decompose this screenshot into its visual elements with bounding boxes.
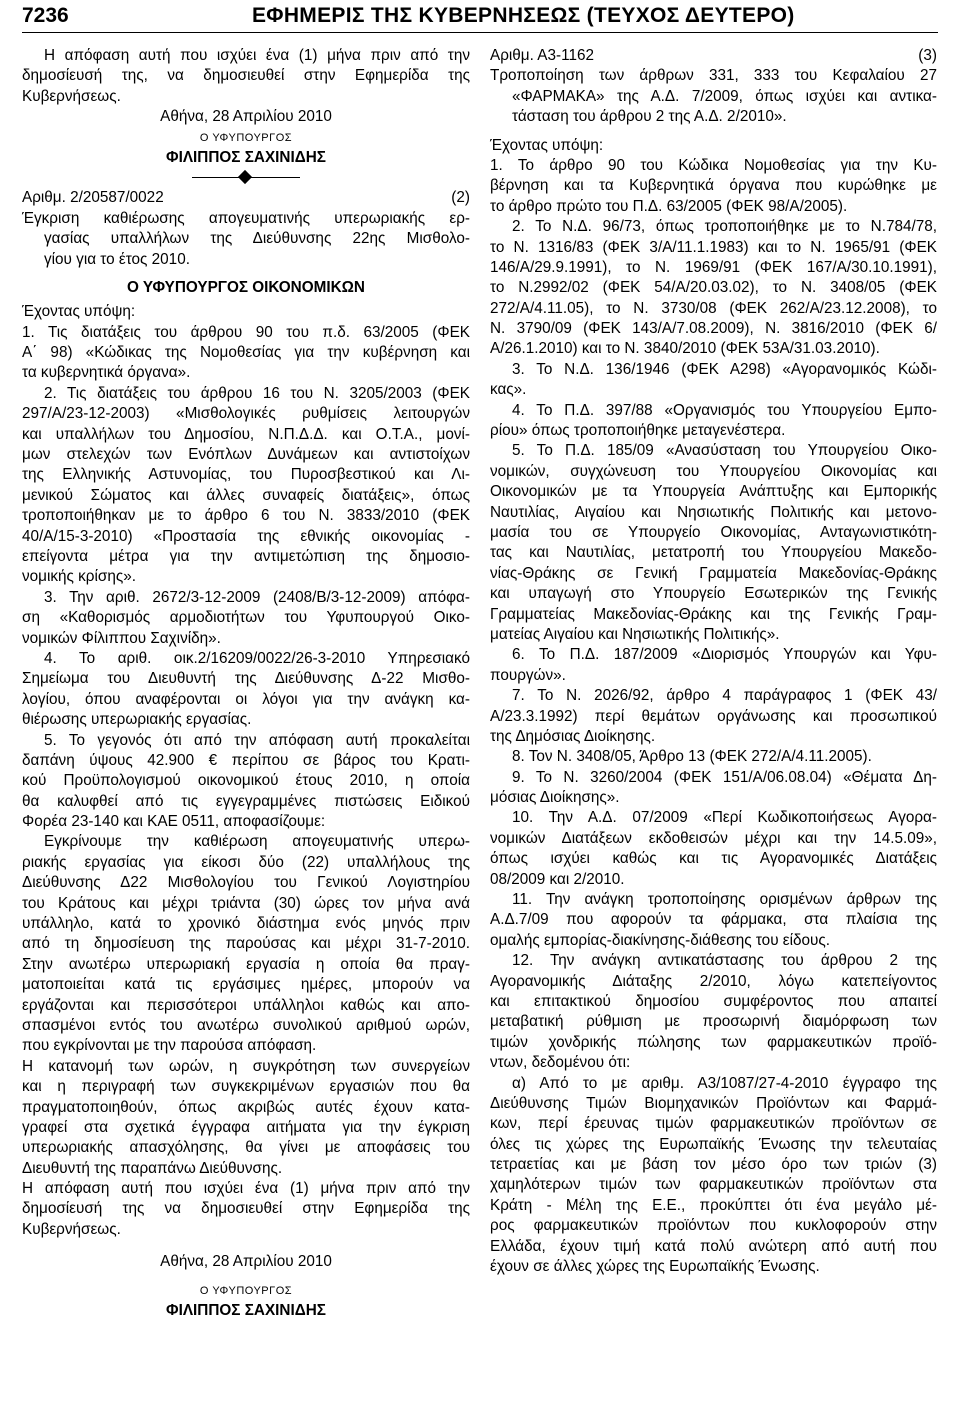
decision-heading (490, 46, 937, 66)
text-line: ντων, δεδομένου ότι: (490, 1054, 631, 1072)
text-line: νομικής κρίσης». (22, 568, 136, 586)
section-divider (22, 168, 470, 188)
text-line: τροποποιήθηκαν με το άρθρο 6 του Ν. 3833/2010 (ΦΕΚ (22, 507, 470, 525)
text-line: τας και Ναυτιλίας, μετατροπή του Υπουργείου Μακεδο- (490, 544, 937, 562)
right-body (490, 156, 937, 1277)
text-line: 1. Τις διατάξεις του άρθρου 90 του π.δ. 63/2005 (ΦΕΚ (22, 323, 470, 341)
text-line: νομικών, συγχώνευση του Υπουργείου Οικονομίας και (490, 462, 937, 480)
signature-role: Ο ΥΦΥΠΟΥΡΓΟΣ (199, 1284, 293, 1297)
text-line: 6. Το Π.Δ. 187/2009 «Διορισμός Υπουργών και Υφυ- (512, 646, 937, 664)
text-line: Η απόφαση αυτή που ισχύει ένα (1) μήνα πριν από την (44, 47, 470, 64)
text-line: νίας-Θράκης σε Γενική Γραμματεία Μακεδονίας-Θράκης (490, 564, 937, 582)
text-line: Α.Δ.7/09 που αφορούν τα φάρμακα, στα πλαίσια της (490, 911, 937, 929)
text-line: όλες τις χώρες της Ευρωπαϊκής Ένωσης την τελευταίας (490, 1135, 937, 1153)
text-line: 9. Το Ν. 3260/2004 (ΦΕΚ 151/Α/06.08.04) «Θέματα Δη- (512, 768, 937, 786)
text-line: και υπαγωγή στο Υπουργείο Εσωτερικών της Γενικής (490, 585, 937, 603)
signature-name: ΦΙΛΙΠΠΟΣ ΣΑΧΙΝΙΔΗΣ (166, 1302, 326, 1320)
text-line: 297/Α/23-12-2003) «Μισθολογικές ρυθμίσεις λειτουργών (22, 405, 470, 423)
text-line: 2. Το Ν.Δ. 96/73, όπως τροποποιήθηκε με το Ν.784/78, (512, 218, 937, 236)
text-line: της Δημόσιας Διοίκησης. (490, 727, 656, 745)
considering-label: Έχοντας υπόψη: (490, 136, 604, 154)
text-line: 3. Την αριθ. 2672/3-12-2009 (2408/Β/3-12-2009) απόφα- (44, 588, 470, 606)
text-line: από τη δημοσίευση της παρούσας και μέχρι 31-7-2010. (22, 935, 470, 953)
text-line: το Ν. 1316/83 (ΦΕΚ 3/Α/11.1.1983) και το Ν. 1965/91 (ΦΕΚ (490, 238, 937, 256)
text-line: Η απόφαση αυτή που ισχύει ένα (1) μήνα πριν από την (22, 1180, 470, 1198)
text-line: της Ελληνικής Αστυνομίας, του Πυροσβεστικού και Λι- (22, 466, 470, 484)
text-line: το Ν.2992/02 (ΦΕΚ 54/Α/20.03.02), το Ν. 3408/05 (ΦΕΚ (490, 279, 937, 297)
text-line: Εγκρίνουμε την καθιέρωση απογευματινής υπερω- (44, 833, 470, 851)
decision-heading (22, 188, 470, 208)
text-line: επείγοντα μέτρα για την αντιμετώπιση της δημοσιο- (22, 547, 470, 565)
text-line: και επιτακτικού δημοσίου συμφέροντος που απαιτεί (490, 992, 937, 1010)
text-line: α) Από το με αριθμ. Α3/1087/27-4-2010 έγγραφο της (512, 1074, 937, 1092)
text-line: Γραμματείας Μακεδονίας-Θράκης και της Γενικής Γραμ- (490, 605, 937, 623)
text-line: και υπαλλήλων του Δημοσίου, Ν.Π.Δ.Δ. και Ο.Τ.Α., μονί- (22, 425, 470, 443)
text-line: Κυβερνήσεως. (22, 87, 121, 105)
text-line: 5. Το γεγονός ότι από την απόφαση αυτή προκαλείται (44, 731, 470, 749)
text-line: Α/23.3.1992) περί θεμάτων οργάνωσης και προσωπικού (490, 707, 937, 725)
text-line: εργάζονται και περισσότεροι υπάλληλοι καθώς και απο- (22, 996, 470, 1014)
left-column (22, 46, 470, 1321)
text-line: θα καλυφθεί από τις εγγεγραμμένες πιστώσεις Ειδικού (22, 792, 470, 810)
right-column (490, 46, 937, 1277)
authority-heading: Ο ΥΦΥΠΟΥΡΓΟΣ ΟΙΚΟΝΟΜΙΚΩΝ (127, 278, 365, 296)
text-line: μεταβατική ρύθμιση με προσωρινή διαμόρφωση των (490, 1013, 937, 1031)
text-line: 4. Το Π.Δ. 397/88 «Οργανισμός του Υπουργείου Εμπο- (512, 401, 937, 419)
text-line: 2. Τις διατάξεις του άρθρου 16 του Ν. 3205/2003 (ΦΕΚ (44, 384, 470, 402)
text-line: και η περιγραφή των συγκεκριμένων εργασιών που θα (22, 1078, 470, 1096)
text-line: μασία του σε Υπουργείο Οικονομίας, Ανταγωνιστικότη- (490, 523, 937, 541)
decision-title-line: γίου για το έτος 2010. (44, 250, 190, 268)
text-line: 11. Την ανάγκη τροποποίησης ορισμένων άρθρων της (512, 891, 937, 909)
text-line: 4. Το αριθ. οικ.2/16209/0022/26-3-2010 Υπηρεσιακό (44, 649, 470, 667)
text-line: γραφεί στα σχετικά έγγραφα αιτήματα για την έγκριση (22, 1118, 470, 1136)
text-line: δαπάνη ύψους 42.900 € περίπου σε βάρος του Κρατι- (22, 751, 470, 769)
text-line: ριακής εργασίας για είκοσι δύο (22) υπαλλήλους της (22, 853, 470, 871)
text-line: τιμών χονδρικής πώλησης των φαρμακευτικών προϊό- (490, 1033, 937, 1051)
considering-label: Έχοντας υπόψη: (22, 303, 136, 321)
text-line: ση «Καθορισμός αρμοδιοτήτων του Υφυπουργού Οικο- (22, 609, 470, 627)
text-line: ρίου» όπως τροποποιήθηκε μεταγενέστερα. (490, 422, 786, 440)
text-line: Κυβερνήσεως. (22, 1220, 121, 1238)
text-line: βέρνηση και τα Κυβερνητικά όργανα που κυρώθηκε με (490, 177, 937, 195)
signature-place-date: Αθήνα, 28 Απριλίου 2010 (160, 1253, 332, 1271)
decision-title-line: γασίας υπαλλήλων της Διεύθυνσης 22ης Μισθολο- (44, 230, 470, 248)
text-line: 40/Α/15-3-2010) «Προστασία της εθνικής οικονομίας - (22, 527, 470, 545)
text-line: ματείας Αιγαίου και Νησιωτικής Πολιτικής». (490, 625, 780, 643)
text-line: 10. Την Α.Δ. 07/2009 «Περί Κωδικοποιήσεως Αγορα- (512, 809, 937, 827)
text-line: όπως ισχύει καθώς και τις Αγορανομικές Διατάξεις (490, 850, 937, 868)
text-line: 3. Το Ν.Δ. 136/1946 (ΦΕΚ Α298) «Αγορανομικός Κώδι- (512, 360, 937, 378)
decision-title-line: «ΦΑΡΜΑΚΑ» της Α.Δ. 7/2009, όπως ισχύει και αντικα- (512, 87, 937, 105)
text-line: κας». (490, 381, 527, 399)
text-line: υπερωριακής απασχόλησης, θα γίνει με αποφάσεις του (22, 1139, 470, 1157)
text-line: 7. Το Ν. 2026/92, άρθρο 4 παράγραφος 1 (ΦΕΚ 43/ (512, 687, 937, 705)
text-line: Α΄ 98) «Κώδικας της Νομοθεσίας για την κυβέρνηση και (22, 344, 470, 362)
text-line: 8. Τον Ν. 3408/05, Άρθρο 13 (ΦΕΚ 272/Α/4.11.2005). (512, 748, 872, 766)
signature-place-date: Αθήνα, 28 Απριλίου 2010 (160, 108, 332, 126)
decision-title-line: Έγκριση καθιέρωσης απογευματινής υπερωριακής ερ- (22, 209, 470, 227)
text-line: λογίου, όπου αναφέρονται οι λόγοι για την ανάγκη κα- (22, 690, 470, 708)
text-line: έχουν σε άλλες χώρες της Ευρωπαϊκής Ένωσης. (490, 1258, 820, 1276)
text-line: Φορέα 23-140 και ΚΑΕ 0511, αποφασίζουμε: (22, 813, 326, 831)
text-line: ομαλής εμπορίας-διακίνησης-διάθεσης του είδους. (490, 931, 831, 949)
text-line: σπασμένοι εντός του ανωτέρω συνολικού αριθμού ωρών, (22, 1016, 470, 1034)
text-line: μόσιας Διοίκησης». (490, 789, 620, 807)
text-line: Αγορανομικής Διάταξης 2/2010, λόγω κατεπείγοντος (490, 972, 937, 990)
text-line: 12. Την ανάγκη αντικατάστασης του άρθρου 2 της (512, 952, 937, 970)
text-line: Διεύθυνσης Δ22 Μισθολογίου του Γενικού Λογιστηρίου (22, 874, 470, 892)
text-line: ρος φαρμακευτικών προϊόντων που κυκλοφορούν στην (490, 1217, 937, 1235)
text-line: Διευθυντή της παραπάνω Διεύθυνσης. (22, 1159, 283, 1177)
text-line: υπάλληλο, κατά το χρονικό διάστημα ενός μηνός πριν (22, 915, 470, 933)
text-line: Οικονομικών με τα Υπουργεία Ανάπτυξης και Εμπορικής (490, 483, 937, 501)
text-line: 272/Α/4.11.05), το Ν. 3730/08 (ΦΕΚ 262/Α/23.12.2008), το (490, 299, 937, 317)
text-line: Ναυτιλίας, Αιγαίου και Νησιωτικής Πολιτικής και μετονο- (490, 503, 937, 521)
text-line: Κράτη - Μέλη της Ε.Ε., προκύπτει ότι ένα μεγάλο μέ- (490, 1196, 937, 1214)
signature-role: Ο ΥΦΥΠΟΥΡΓΟΣ (199, 131, 293, 144)
text-line: κων, περί έρευνας τιμών φαρμακευτικών προϊόντων σε (490, 1115, 937, 1133)
text-line: νομικών Διατάξεων εκδοθεισών μέχρι και την 14.5.09», (490, 829, 937, 847)
text-line: που εγκρίνονται με την παρούσα απόφαση. (22, 1037, 317, 1055)
text-line: μων στελεχών των Ενόπλων Δυνάμεων και αντιστοίχων (22, 446, 470, 464)
text-line: νομικών Φίλιππου Σαχινίδη». (22, 629, 221, 647)
text-line: πουργών». (490, 666, 566, 684)
text-line: 08/2009 και 2/2010. (490, 870, 625, 888)
text-line: Α/26.1.2010) και το Ν. 3840/2010 (ΦΕΚ 53Α/31.03.2010). (490, 340, 880, 358)
text-line: Διεύθυνσης Τιμών Βιομηχανικών Προϊόντων και Φαρμά- (490, 1094, 937, 1112)
text-line: Ν. 3790/09 (ΦΕΚ 143/Α/7.08.2009), Ν. 3816/2010 (ΦΕΚ 6/ (490, 320, 937, 338)
text-line: Ελλάδα, έχουν τιμή κατά πολύ ανώτερη από αυτή που (490, 1237, 937, 1255)
page-number: 7236 (22, 4, 69, 27)
signature-name: ΦΙΛΙΠΠΟΣ ΣΑΧΙΝΙΔΗΣ (166, 148, 326, 166)
text-line: 5. Το Π.Δ. 185/09 «Ανασύσταση του Υπουργείου Οικο- (512, 442, 937, 460)
decision-number: Αριθμ. Α3-1162 (490, 47, 594, 64)
gazette-title: ΕΦΗΜΕΡΙΣ ΤΗΣ ΚΥΒΕΡΝΗΣΕΩΣ (ΤΕΥΧΟΣ ΔΕΥΤΕΡΟ) (252, 4, 795, 27)
text-line: δημοσίευσή της, να δημοσιευθεί στην Εφημερίδα της (22, 67, 470, 85)
text-line: κού Προϋπολογισμού οικονομικού έτους 2010, η οποία (22, 772, 470, 790)
text-line: Στην ανωτέρω υπερωριακή εργασία η οποία θα πραγ- (22, 955, 470, 973)
text-line: δημοσίευσή της να δημοσιευθεί στην Εφημερίδα της (22, 1200, 470, 1218)
text-line: Σημείωμα του Διευθυντή της Διεύθυνσης Δ-22 Μισθο- (22, 670, 470, 688)
text-line: 1. Το άρθρο 90 του Κώδικα Νομοθεσίας για την Κυ- (490, 156, 937, 174)
decision-title-line: τάσταση του άρθρου 2 της Α.Δ. 2/2010». (512, 108, 787, 126)
text-line: το άρθρο πρώτο του Π.Δ. 63/2005 (ΦΕΚ 98/Α/2005). (490, 197, 848, 215)
left-body (22, 323, 470, 1241)
text-line: μενικού Σώματος και άλλες συναφείς διατάξεις», όπως (22, 486, 470, 504)
text-line: χαμηλότερων τιμών των φαρμακευτικών προϊόντων στα (490, 1176, 937, 1194)
text-line: Η κατανομή των ωρών, η συγκρότηση των συνεργείων (22, 1057, 470, 1075)
diamond-ornament-icon (238, 170, 252, 184)
decision-index: (2) (451, 189, 470, 207)
decision-title-line: Τροποποίηση των άρθρων 331, 333 του Κεφαλαίου 27 (490, 67, 937, 85)
decision-index: (3) (918, 47, 937, 64)
text-line: του Κράτους και μέχρι τριάντα (30) ώρες τον μήνα ανά (22, 894, 470, 912)
text-line: θιέρωσης υπερωριακής εργασίας. (22, 711, 252, 729)
page-header (22, 2, 938, 33)
text-line: ματοποιείται κατά τις εργάσιμες ημέρες, μπορούν να (22, 976, 470, 994)
decision-number: Αριθμ. 2/20587/0022 (22, 189, 164, 207)
text-line: πραγματοποιηθούν, όπως ακριβώς αυτές έχουν κατα- (22, 1098, 470, 1116)
text-line: τετραετίας και με βάση τον μέσο όρο των τριών (3) (490, 1156, 937, 1174)
text-line: 146/Α/29.9.1991), το Ν. 1969/91 (ΦΕΚ 167/Α/30.10.1991), (490, 258, 937, 276)
text-line: τα κυβερνητικά όργανα». (22, 364, 191, 382)
